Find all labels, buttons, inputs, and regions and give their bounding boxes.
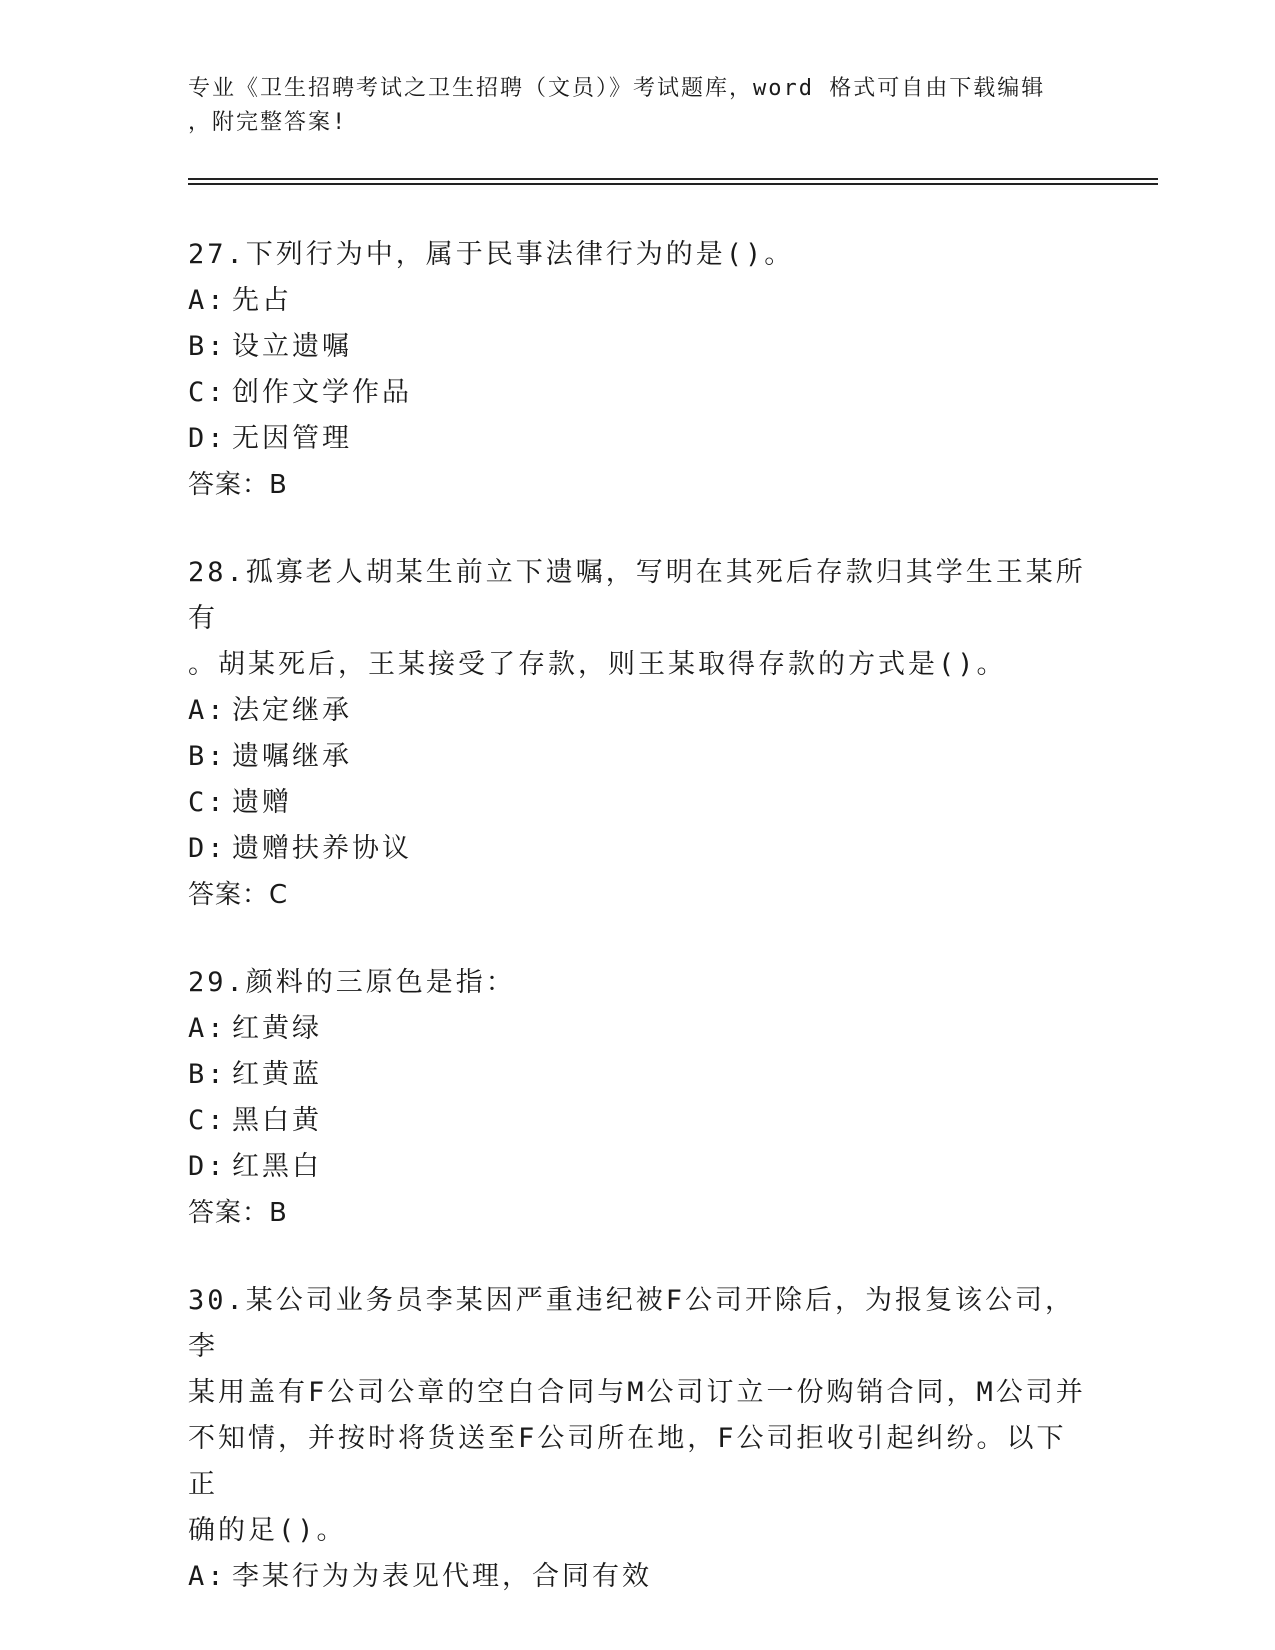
option-key: A:: [188, 285, 227, 316]
option-key: B:: [188, 331, 227, 362]
option-text: 先占: [232, 285, 292, 316]
option-text: 红黄绿: [232, 1013, 322, 1044]
option-a: [188, 278, 1088, 324]
question-stem: 27.下列行为中，属于民事法律行为的是()。: [188, 239, 795, 270]
option-d: [188, 826, 1088, 872]
option-d: [188, 1144, 1088, 1190]
header-divider-top: [188, 178, 1158, 180]
option-key: A:: [188, 695, 227, 726]
option-text: 红黄蓝: [232, 1059, 322, 1090]
option-key: C:: [188, 1105, 227, 1136]
option-text: 黑白黄: [232, 1105, 322, 1136]
option-a: [188, 1006, 1088, 1052]
header-line-2: ，附完整答案!: [188, 110, 348, 135]
question-list: [188, 232, 1088, 1642]
option-key: C:: [188, 787, 227, 818]
header-line-1: 专业《卫生招聘考试之卫生招聘（文员）》考试题库，word 格式可自由下载编辑: [188, 76, 1046, 101]
question-28: [188, 550, 1088, 918]
option-text: 设立遗嘱: [232, 331, 352, 362]
option-a: [188, 1554, 1088, 1600]
option-key: B:: [188, 1059, 227, 1090]
answer-line: 答案：B: [188, 1198, 288, 1228]
option-key: C:: [188, 377, 227, 408]
option-text: 无因管理: [232, 423, 352, 454]
answer-line: 答案：B: [188, 470, 288, 500]
option-c: [188, 780, 1088, 826]
option-d: [188, 416, 1088, 462]
option-key: A:: [188, 1013, 227, 1044]
option-text: 遗赠扶养协议: [232, 833, 412, 864]
option-key: D:: [188, 1151, 227, 1182]
question-stem-line-2: 某用盖有F公司公章的空白合同与M公司订立一份购销合同，M公司并: [188, 1377, 1086, 1408]
option-text: 法定继承: [232, 695, 352, 726]
question-stem-line-4: 确的足()。: [188, 1515, 347, 1546]
question-27: [188, 232, 1088, 508]
option-b: [188, 734, 1088, 780]
question-stem: 29.颜料的三原色是指：: [188, 967, 516, 998]
question-29: [188, 960, 1088, 1236]
option-text: 李某行为为表见代理，合同有效: [232, 1561, 652, 1592]
option-key: D:: [188, 833, 227, 864]
document-header: [188, 72, 1088, 140]
header-divider-bottom: [188, 183, 1158, 185]
option-b: [188, 324, 1088, 370]
option-a: [188, 688, 1088, 734]
option-text: 遗赠: [232, 787, 292, 818]
option-key: D:: [188, 423, 227, 454]
answer-line: 答案：C: [188, 880, 289, 910]
option-key: B:: [188, 741, 227, 772]
question-stem-line-1: 28.孤寡老人胡某生前立下遗嘱，写明在其死后存款归其学生王某所有: [188, 557, 1086, 634]
option-text: 遗嘱继承: [232, 741, 352, 772]
option-text: 创作文学作品: [232, 377, 412, 408]
option-b: [188, 1052, 1088, 1098]
question-stem-line-3: 不知情，并按时将货送至F公司所在地，F公司拒收引起纠纷。以下正: [188, 1423, 1067, 1500]
option-c: [188, 370, 1088, 416]
question-stem-line-2: 。胡某死后，王某接受了存款，则王某取得存款的方式是()。: [188, 649, 1007, 680]
question-30: [188, 1278, 1088, 1600]
question-stem-line-1: 30.某公司业务员李某因严重违纪被F公司开除后，为报复该公司，李: [188, 1285, 1076, 1362]
option-key: A:: [188, 1561, 227, 1592]
option-c: [188, 1098, 1088, 1144]
option-text: 红黑白: [232, 1151, 322, 1182]
